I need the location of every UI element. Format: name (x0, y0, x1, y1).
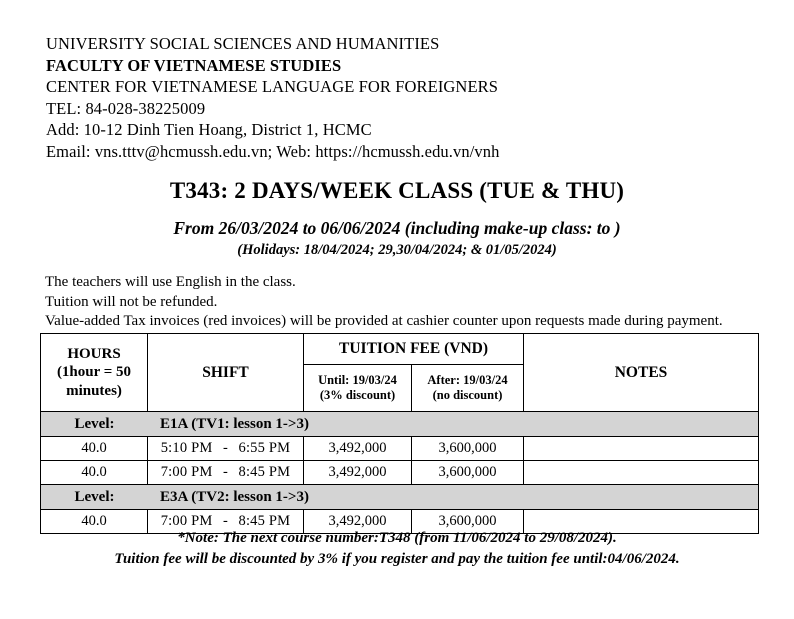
contact-email-web: Email: vns.tttv@hcmussh.edu.vn; Web: https://hcmussh.edu.vn/vnh (46, 141, 500, 161)
cell-fee-after: 3,600,000 (412, 510, 524, 534)
footnote-next-course: *Note: The next course number:T348 (from 11/06/2024 to 29/08/2024). (177, 530, 617, 546)
page-title: T343: 2 DAYS/WEEK CLASS (TUE & THU) (169, 178, 625, 203)
level-group-cell (41, 485, 759, 510)
cell-fee-until: 3,492,000 (304, 437, 412, 461)
cell-fee-after: 3,600,000 (412, 461, 524, 485)
table-row (41, 437, 759, 461)
column-header-fee-until (304, 365, 412, 412)
column-header-fee-after (412, 365, 524, 412)
cell-fee-until: 3,492,000 (304, 461, 412, 485)
level-group-row (41, 412, 759, 437)
fee-until-discount: (3% discount) (319, 388, 396, 402)
shift-start-time: 5:10 PM (160, 440, 213, 456)
footnote-list (0, 528, 794, 570)
shift-separator: - (222, 440, 229, 456)
shift-separator: - (222, 513, 229, 529)
footnote-discount: Tuition fee will be discounted by 3% if you register and pay the tuition fee until:04/06/2024. (114, 551, 680, 567)
level-name: E3A (TV2: lesson 1->3) (160, 488, 309, 505)
fee-after-date: After: 19/03/24 (427, 372, 508, 387)
cell-fee-after: 3,600,000 (412, 437, 524, 461)
faculty-name: FACULTY OF VIETNAMESE STUDIES (46, 55, 342, 75)
column-header-hours-title: HOURS (67, 345, 121, 362)
cell-shift (148, 461, 304, 485)
contact-address: Add: 10-12 Dinh Tien Hoang, District 1, HCMC (46, 120, 372, 139)
column-header-hours (41, 334, 148, 412)
shift-start-time: 7:00 PM (160, 464, 213, 480)
cell-notes (524, 461, 759, 485)
shift-end-time: 8:45 PM (238, 513, 291, 529)
cell-hours: 40.0 (41, 461, 148, 485)
column-header-notes: NOTES (524, 334, 759, 412)
schedule-table (40, 333, 759, 534)
notice-item: The teachers will use English in the class. (45, 274, 296, 290)
cell-notes (524, 437, 759, 461)
level-label: Level: (74, 415, 115, 432)
cell-hours: 40.0 (41, 437, 148, 461)
fee-after-discount: (no discount) (432, 388, 503, 402)
letterhead (46, 33, 746, 162)
column-header-hours-subtitle: (1hour = 50 minutes) (56, 364, 132, 399)
table-row (41, 461, 759, 485)
level-name: E1A (TV1: lesson 1->3) (160, 415, 309, 432)
notice-item: Tuition will not be refunded. (45, 293, 218, 310)
notice-list (45, 273, 755, 332)
shift-separator: - (222, 464, 229, 480)
center-name: CENTER FOR VIETNAMESE LANGUAGE FOR FOREIGNERS (46, 77, 499, 96)
table-body (41, 412, 759, 534)
fee-until-date: Until: 19/03/24 (318, 372, 397, 387)
level-group-row (41, 485, 759, 510)
course-date-range: From 26/03/2024 to 06/06/2024 (including make-up class: to ) (173, 218, 621, 238)
table-header (41, 334, 759, 412)
organization-name: UNIVERSITY SOCIAL SCIENCES AND HUMANITIES (46, 34, 440, 53)
cell-shift (148, 437, 304, 461)
column-header-tuition-fee: TUITION FEE (VND) (304, 334, 524, 365)
shift-end-time: 6:55 PM (238, 440, 291, 456)
shift-end-time: 8:45 PM (238, 464, 291, 480)
level-label: Level: (74, 488, 115, 505)
shift-start-time: 7:00 PM (160, 513, 213, 529)
column-header-shift: SHIFT (148, 334, 304, 412)
contact-telephone: TEL: 84-028-38225009 (46, 98, 206, 118)
course-holidays: (Holidays: 18/04/2024; 29,30/04/2024; & 01/05/2024) (237, 242, 557, 258)
level-group-cell (41, 412, 759, 437)
table-header-row-primary (41, 334, 759, 365)
cell-hours: 40.0 (41, 510, 148, 534)
notice-item: Value-added Tax invoices (red invoices) will be provided at cashier counter upon requests made during payment. (45, 313, 723, 329)
cell-fee-until: 3,492,000 (304, 510, 412, 534)
